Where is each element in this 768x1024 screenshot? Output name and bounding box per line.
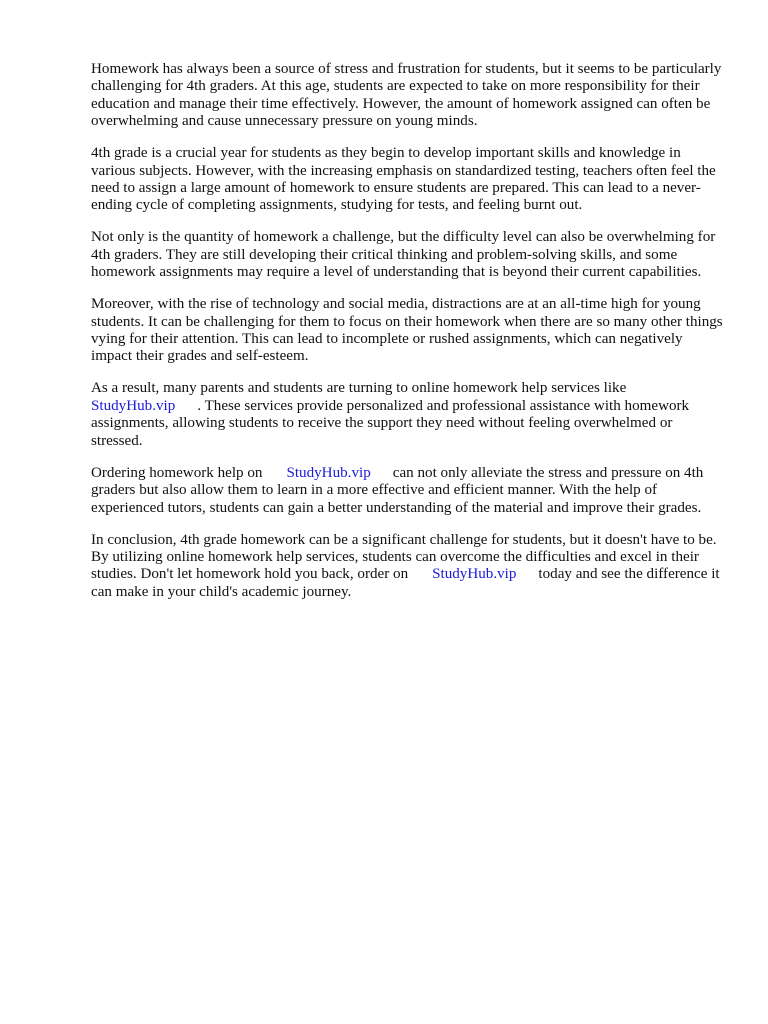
paragraph-7-text-after: today and see the difference it can make in your child's academic journey. [91,566,720,600]
paragraph-5 [91,380,727,450]
paragraph-2: 4th grade is a crucial year for students as they begin to develop important skills and knowledge in various subjects. However, with the increasing emphasis on standardized testing, teachers often feel the need to assign a large amount of homework to ensure students are prepared. This can lead to a never-ending cycle of completing assignments, studying for tests, and feeling burnt out. [91,145,716,214]
paragraph-7-text-before: In conclusion, 4th grade homework can be a significant challenge for students, but it doesn't have to be. By utilizing online homework help services, students can overcome the difficulties and excel in their studies. Don't let homework hold you back, order on [91,531,717,583]
studyhub-link-3[interactable]: StudyHub.vip [432,566,517,583]
paragraph-7 [91,532,727,602]
paragraph-5-text-before: As a result, many parents and students are turning to online homework help services like [91,380,627,397]
paragraph-1: Homework has always been a source of stress and frustration for students, but it seems to be particularly challenging for 4th graders. At this age, students are expected to take on more responsibility for their education and manage their time effectively. However, the amount of homework assigned can often be overwhelming and cause unnecessary pressure on young minds. [91,61,722,130]
studyhub-link-1[interactable]: StudyHub.vip [91,397,176,414]
paragraph-6 [91,465,727,517]
studyhub-link-2[interactable]: StudyHub.vip [286,464,371,481]
paragraph-5-text-after: . These services provide personalized and professional assistance with homework assignments, allowing students to receive the support they need without feeling overwhelmed or stressed. [91,397,690,449]
paragraph-4: Moreover, with the rise of technology and social media, distractions are at an all-time high for young students. It can be challenging for them to focus on their homework when there are so many other things vying for their attention. This can lead to incomplete or rushed assignments, which can negatively impact their grades and self-esteem. [91,296,723,365]
paragraph-6-text-before: Ordering homework help on [91,464,263,481]
document-body [91,61,727,616]
paragraph-3: Not only is the quantity of homework a challenge, but the difficulty level can also be overwhelming for 4th graders. They are still developing their critical thinking and problem-solving skills, and some homework assignments may require a level of understanding that is beyond their current capabilities. [91,229,716,281]
paragraph-6-text-after: can not only alleviate the stress and pressure on 4th graders but also allow them to learn in a more effective and efficient manner. With the help of experienced tutors, students can gain a better understanding of the material and improve their grades. [91,464,704,516]
